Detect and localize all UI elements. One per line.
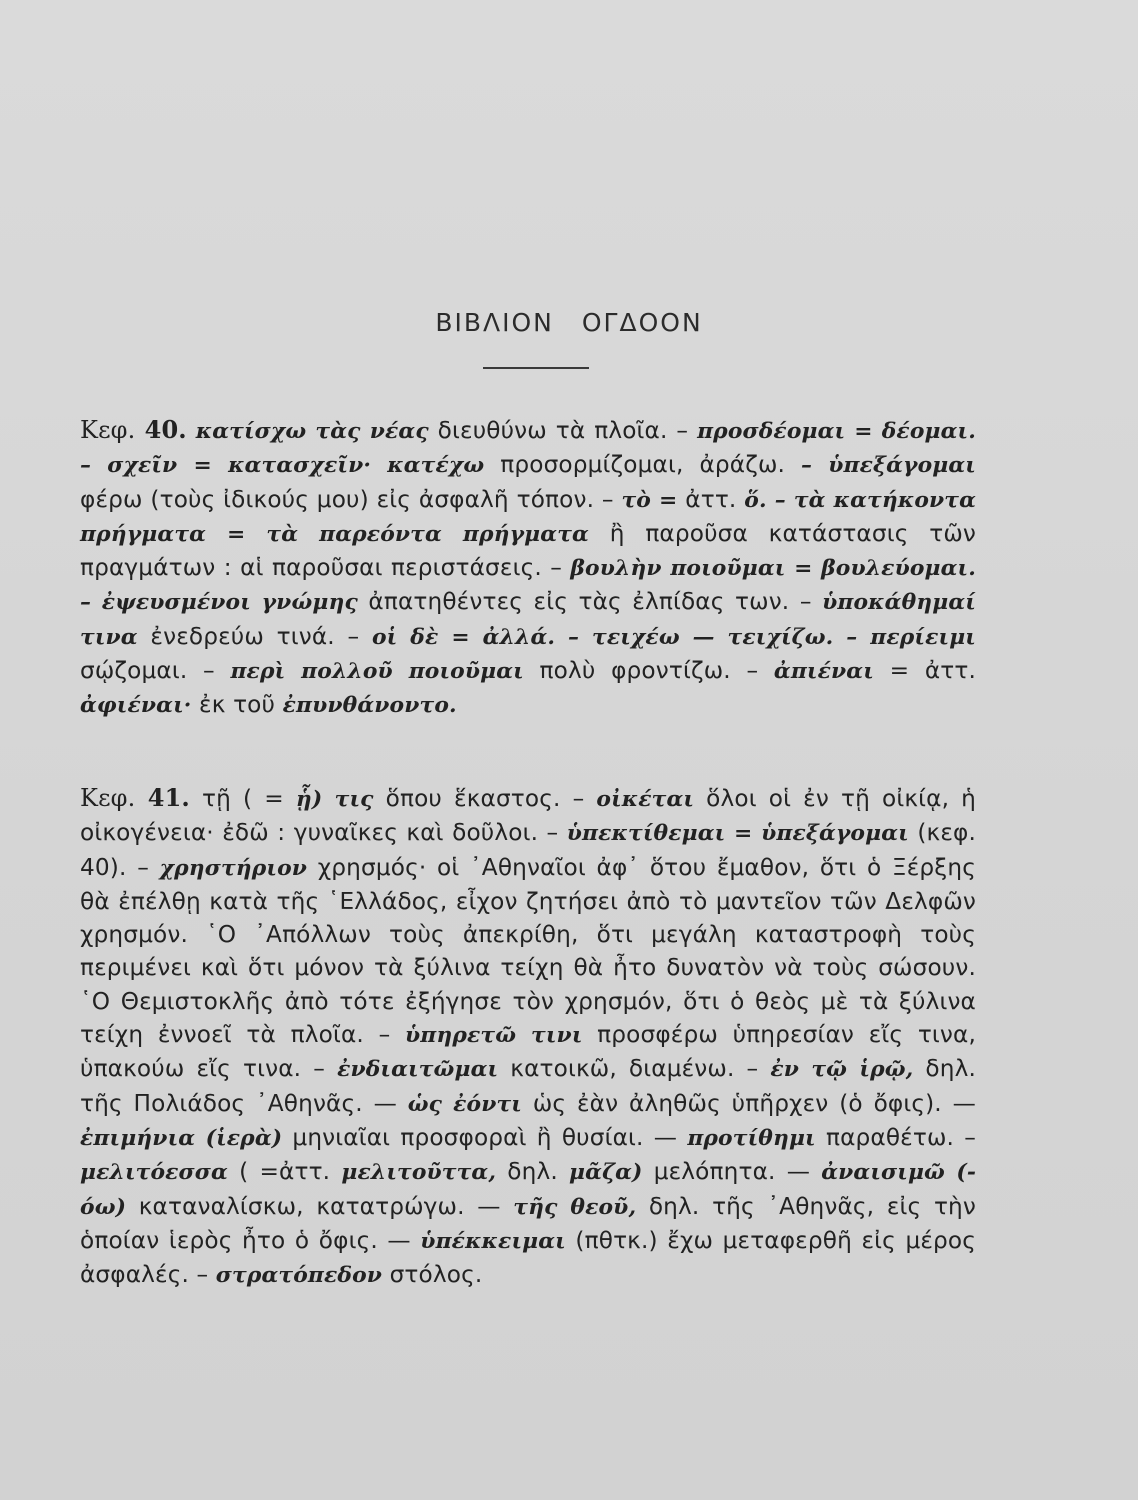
chapter-label: Κεφ. 41. [80, 783, 190, 812]
lemma: ᾗ) τις [295, 787, 374, 812]
lemma: στρατόπεδον [215, 1263, 383, 1289]
lemma: οἰκέται [596, 787, 695, 812]
lemma: τῆς θεοῦ, [513, 1194, 637, 1220]
page-title-word-1: ΒΙΒΛΙΟΝ [435, 308, 554, 337]
chapter-label: Κεφ. 40. [80, 415, 187, 444]
chapter-41-glossary: Κεφ. 41. τῇ ( = ᾗ) τις ὅπου ἕκαστος. – οἰκέται ὅλοι οἱ ἐν τῇ οἰκίᾳ, ἡ οἰκογένεια· ἐδῶ : γυναῖκες καὶ δοῦλοι. – ὑπεκτίθεμαι = ὑπεξάγομαι (κεφ. 40). – χρηστήριον χρησμός· οἱ ᾿Αθηναῖοι ἀφ᾿ ὅτου ἔμαθον, ὅτι ὁ Ξέρξης θὰ ἐπέλθῃ κατὰ τῆς ῾Ελλάδος, εἶχον ζητήσει ἀπὸ τὸ μαντεῖον τῶν Δελφῶν χρησμόν. ῾Ο ᾿Απόλλων τοὺς ἀπεκρίθη, ὅτι μεγάλη καταστροφὴ τοὺς περιμένει καὶ ὅτι μόνον τὰ ξύλινα τείχη θὰ ἦτο δυνατὸν νὰ τοὺς σώσουν. ῾Ο Θεμιστοκλῆς ἀπὸ τότε ἐξήγησε τὸν χρησμόν, ὅτι ὁ θεὸς μὲ τὰ ξύλινα τείχη ἐννοεῖ τὰ πλοῖα. – ὑπηρετῶ τινι προσφέρω ὑπηρεσίαν εἴς τινα, ὑπακούω εἴς τινα. – ἐνδιαιτῶμαι κατοικῶ, διαμένω. – ἐν τῷ ἱρῷ, δηλ. τῆς Πολιάδος ᾿Αθηνᾶς. — ὡς ἐόντι ὡς ἐὰν ἀληθῶς ὑπῆρχεν (ὁ ὄφις). — ἐπιμήνια (ἱερὰ) μηνιαῖαι προσφοραὶ ἢ θυσίαι. — προτίθημι παραθέτω. – μελιτόεσσα ( =ἀττ. μελιτοῦττα, δηλ. μᾶζα) μελόπητα. — ἀναισιμῶ (- όω) καταναλίσκω, κατατρώγω. — τῆς θεοῦ, δηλ. τῆς ᾿Αθηνᾶς, εἰς τὴν ὁποίαν ἱερὸς ἦτο ὁ ὄφις. — ὑπέκκειμαι (πθτκ.) ἔχω μεταφερθῆ εἰς μέρος ἀσφαλές. – στρατόπεδον στόλος. [80, 783, 977, 1289]
lemma: μᾶζα) [569, 1160, 643, 1186]
lemma: τὸ = [621, 487, 678, 513]
lemma: = δέομαι. – σχεῖν = κατασχεῖν· κατέχω [80, 419, 976, 479]
lemma: μελιτοῦττα, [341, 1160, 497, 1186]
lemma: κατίσχω τὰς νέας [195, 419, 429, 444]
lemma: προσδέομαι [697, 419, 846, 444]
title-divider [483, 367, 589, 369]
lemma: ὡς ἐόντι [407, 1091, 523, 1117]
lemma: ἐν τῷ ἱρῷ, [770, 1057, 914, 1083]
lemma: περὶ πολλοῦ ποιοῦμαι [230, 659, 524, 685]
page-title-word-2: ΟΓΔΟΟΝ [581, 308, 703, 337]
lemma: ἀναισιμῶ (- όω) [80, 1160, 977, 1220]
lemma: – ὑπεξάγομαι [801, 453, 976, 479]
lemma: οἱ δὲ = ἀλλά. – τειχέω — τειχίζω. – περίειμι [371, 624, 977, 650]
lemma: ὑπεκτίθεμαι = ὑπεξάγομαι [566, 821, 909, 847]
lemma: ἐπιμήνια (ἱερὰ) [80, 1125, 283, 1151]
lemma: ὑποκάθημαί τινα [80, 590, 976, 650]
lemma: προτίθημι [687, 1125, 816, 1151]
lemma: βουλὴν ποιοῦμαι = βουλεύομαι. – ἐψευσμένοι γνώμης [80, 556, 976, 616]
lemma: ἀφιέναι· [80, 693, 192, 719]
lemma: μελιτόεσσα [80, 1160, 228, 1186]
lemma: ἐνδιαιτῶμαι [337, 1057, 499, 1083]
lemma: ἀπιέναι [773, 659, 874, 685]
lemma: ὅ. – τὰ κατήκοντα πρήγματα = τὰ παρεόντα πρήγματα [80, 487, 977, 547]
page-title [0, 308, 1138, 337]
lemma: ὑπηρετῶ τινι [405, 1023, 583, 1049]
lemma: χρηστήριον [159, 855, 308, 881]
chapter-40-glossary: Κεφ. 40. κατίσχω τὰς νέας διευθύνω τὰ πλοῖα. – προσδέομαι = δέομαι. – σχεῖν = κατασχεῖν· κατέχω προσορμίζομαι, ἀράζω. – ὑπεξάγομαι φέρω (τοὺς ἰδικούς μου) εἰς ἀσφαλῆ τόπον. – τὸ = ἀττ. ὅ. – τὰ κατήκοντα πρήγματα = τὰ παρεόντα πρήγματα ἢ παροῦσα κατάστασις τῶν πραγμάτων : αἱ παροῦσαι περιστάσεις. – βουλὴν ποιοῦμαι = βουλεύομαι. – ἐψευσμένοι γνώμης ἀπατηθέντες εἰς τὰς ἐλπίδας των. – ὑποκάθημαί τινα ἐνεδρεύω τινά. – οἱ δὲ = ἀλλά. – τειχέω — τειχίζω. – περίειμι σῴζομαι. – περὶ πολλοῦ ποιοῦμαι πολὺ φροντίζω. – ἀπιέναι = ἀττ. ἀφιέναι· ἐκ τοῦ ἐπυνθάνοντο. [80, 415, 977, 719]
lemma: ὑπέκκειμαι [420, 1228, 566, 1254]
lemma: ἐπυνθάνοντο. [282, 693, 457, 719]
